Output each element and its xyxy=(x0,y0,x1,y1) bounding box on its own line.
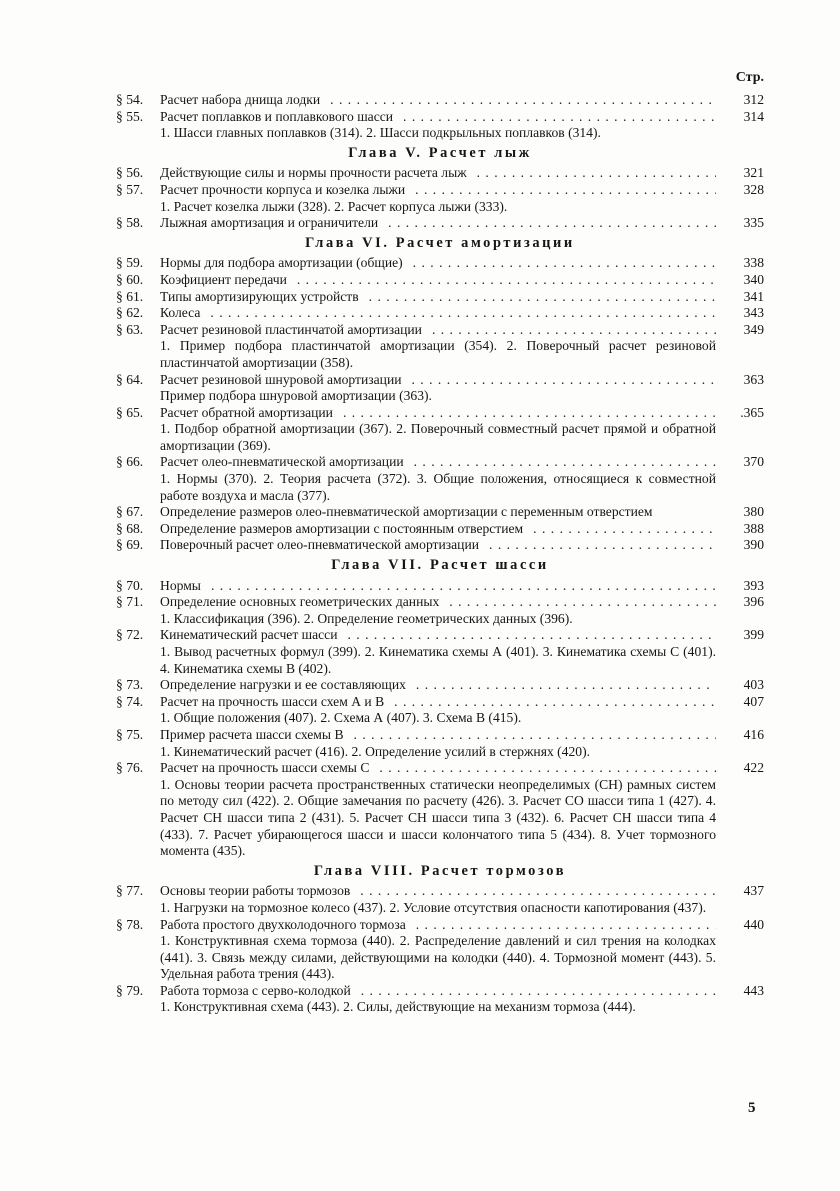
subsection-list: Пример подбора шнуровой амортизации (363). xyxy=(160,388,432,404)
section-title: Пример расчета шасси схемы В xyxy=(160,727,348,742)
section-page: 396 xyxy=(743,594,764,610)
subsection-list: 1. Вывод расчетных формул (399). 2. Кинематика схемы А (401). 3. Кинематика схемы С (401). 4. Кинематика схемы В (402). xyxy=(160,644,716,676)
toc-entry xyxy=(116,305,764,322)
section-page: 341 xyxy=(743,288,764,304)
toc-entry xyxy=(116,165,764,182)
toc-entry xyxy=(116,883,764,916)
section-title: Расчет прочности корпуса и козелка лыжи xyxy=(160,182,409,197)
section-title: Типы амортизирующих устройств xyxy=(160,289,363,304)
section-page: 437 xyxy=(743,883,764,899)
subsection-list: 1. Общие положения (407). 2. Схема А (407). 3. Схема В (415). xyxy=(160,710,522,726)
section-title: Расчет резиновой шнуровой амортизации xyxy=(160,372,406,387)
section-title-line xyxy=(160,537,716,554)
toc-entry xyxy=(116,109,764,142)
section-page: 443 xyxy=(743,982,764,998)
section-title-line xyxy=(160,372,716,389)
section-number: § 78. xyxy=(116,916,144,932)
toc-entry xyxy=(116,677,764,694)
section-page: 399 xyxy=(743,627,764,643)
section-title: Действующие силы и нормы прочности расчета лыж xyxy=(160,165,471,180)
section-title-line xyxy=(160,760,716,777)
section-number: § 77. xyxy=(116,883,144,899)
toc-entry xyxy=(116,255,764,272)
section-title-line xyxy=(160,272,716,289)
subsection-list: 1. Нагрузки на тормозное колесо (437). 2. Условие отсутствия опасности капотирования (437). xyxy=(160,899,707,915)
subsection-list: 1. Нормы (370). 2. Теория расчета (372). 3. Общие положения, относящиеся к совместной работе воздуха и масла (377). xyxy=(160,471,716,503)
toc-entry xyxy=(116,983,764,1016)
section-page: 338 xyxy=(743,255,764,271)
subsection-list: 1. Шасси главных поплавков (314). 2. Шасси подкрыльных поплавков (314). xyxy=(160,125,601,141)
section-number: § 71. xyxy=(116,594,144,610)
section-title-line xyxy=(160,322,716,339)
chapter-heading: Глава VI. Расчет амортизации xyxy=(305,234,575,251)
section-page: 393 xyxy=(743,577,764,593)
chapter-heading: Глава V. Расчет лыж xyxy=(348,144,532,161)
page-column-header: Стр. xyxy=(735,70,764,85)
section-number: § 65. xyxy=(116,404,144,420)
section-title: Расчет поплавков и поплавкового шасси xyxy=(160,109,397,124)
section-title-line xyxy=(160,917,716,934)
section-title-line xyxy=(160,677,716,694)
section-title-line xyxy=(160,627,716,644)
section-number: § 72. xyxy=(116,627,144,643)
section-title-line xyxy=(160,594,716,611)
toc-entry xyxy=(116,537,764,554)
section-title-line xyxy=(160,92,716,109)
section-page: 407 xyxy=(743,693,764,709)
section-number: § 63. xyxy=(116,321,144,337)
section-page: 343 xyxy=(743,305,764,321)
section-page: 328 xyxy=(743,181,764,197)
section-page: 312 xyxy=(743,92,764,107)
section-page: 363 xyxy=(743,371,764,387)
subsection-list: 1. Пример подбора пластинчатой амортизации (354). 2. Поверочный расчет резиновой пластинчатой амортизации (358). xyxy=(160,338,716,370)
page-number: 5 xyxy=(748,1100,756,1116)
subsection-list: 1. Расчет козелка лыжи (328). 2. Расчет корпуса лыжи (333). xyxy=(160,198,508,214)
section-title: Кинематический расчет шасси xyxy=(160,627,342,642)
section-title-line xyxy=(160,215,716,232)
section-number: § 62. xyxy=(116,305,144,321)
section-number: § 57. xyxy=(116,181,144,197)
toc-entry xyxy=(116,215,764,232)
section-title: Нормы для подбора амортизации (общие) xyxy=(160,255,407,270)
section-title: Расчет набора днища лодки xyxy=(160,92,324,107)
section-page: 416 xyxy=(743,726,764,742)
subsection-list: 1. Кинематический расчет (416). 2. Определение усилий в стержнях (420). xyxy=(160,743,590,759)
section-title-line xyxy=(160,504,716,521)
section-number: § 70. xyxy=(116,577,144,593)
section-number: § 73. xyxy=(116,677,144,693)
section-number: § 74. xyxy=(116,693,144,709)
section-page: 349 xyxy=(743,321,764,337)
toc-entry xyxy=(116,760,764,860)
section-title-line xyxy=(160,521,716,538)
section-title-line xyxy=(160,289,716,306)
section-title-line xyxy=(160,883,716,900)
section-title: Поверочный расчет олео-пневматической амортизации xyxy=(160,537,483,552)
section-number: § 60. xyxy=(116,271,144,287)
toc-entry xyxy=(116,272,764,289)
chapter-heading: Глава VIII. Расчет тормозов xyxy=(313,862,567,879)
section-number: § 64. xyxy=(116,371,144,387)
section-title: Определение размеров амортизации с постоянным отверстием xyxy=(160,521,527,536)
section-title-line xyxy=(160,694,716,711)
subsection-list: 1. Конструктивная схема (443). 2. Силы, действующие на механизм тормоза (444). xyxy=(160,999,636,1015)
section-number: § 56. xyxy=(116,165,144,181)
section-title-line xyxy=(160,727,716,744)
section-number: § 66. xyxy=(116,454,144,470)
section-title-line xyxy=(160,405,716,422)
section-title-line xyxy=(160,983,716,1000)
section-page: 390 xyxy=(743,537,764,553)
toc-entry xyxy=(116,594,764,627)
section-page: 340 xyxy=(743,271,764,287)
section-page: 335 xyxy=(743,215,764,231)
toc-entry xyxy=(116,694,764,727)
subsection-list: 1. Конструктивная схема тормоза (440). 2. Распределение давлений и сил трения на колодках (441). 3. Связь между силами, действующими на колодки (440). 4. Тормозной момент (443). 5. Удельная работа трения (443). xyxy=(160,933,716,982)
section-number: § 54. xyxy=(116,92,144,107)
toc-entry xyxy=(116,727,764,760)
section-title: Определение нагрузки и ее составляющих xyxy=(160,677,410,692)
section-number: § 61. xyxy=(116,288,144,304)
section-title: Работа простого двухколодочного тормоза xyxy=(160,917,410,932)
section-number: § 67. xyxy=(116,504,144,520)
section-number: § 68. xyxy=(116,520,144,536)
section-page: 370 xyxy=(743,454,764,470)
toc-entry xyxy=(116,289,764,306)
toc-entry xyxy=(116,372,764,405)
subsection-list: 1. Основы теории расчета пространственных статически неопределимых (СН) рамных систем по методу сил (422). 2. Общие замечания по расчету (426). 3. Расчет СО шасси типа 1 (427). 4. Расчет СН шасси типа 2 (431). 5. Расчет СН шасси типа 3 (432). 6. Расчет СН шасси типа 4 (433). 7. Расчет убирающегося шасси и шасси колончатого типа 5 (434). 8. Учет тормозного момента (435). xyxy=(160,776,716,859)
section-page: 422 xyxy=(743,760,764,776)
section-number: § 69. xyxy=(116,537,144,553)
section-title-line xyxy=(160,255,716,272)
chapter-heading: Глава VII. Расчет шасси xyxy=(331,557,549,574)
toc-entry xyxy=(116,917,764,983)
section-number: § 58. xyxy=(116,215,144,231)
toc-entry xyxy=(116,504,764,521)
section-page: 380 xyxy=(743,504,764,520)
toc-entry xyxy=(116,92,764,109)
section-title: Работа тормоза с серво-колодкой xyxy=(160,983,355,998)
section-title: Расчет обратной амортизации xyxy=(160,405,337,420)
toc-list xyxy=(116,92,764,1016)
toc-entry xyxy=(116,627,764,677)
section-page: 440 xyxy=(743,916,764,932)
toc-column xyxy=(116,70,764,1016)
section-page: .365 xyxy=(740,404,764,420)
section-number: § 76. xyxy=(116,760,144,776)
section-title-line xyxy=(160,305,716,322)
toc-entry xyxy=(116,454,764,504)
section-title: Определение размеров олео-пневматической амортизации с переменным отверстием xyxy=(160,504,657,519)
section-title-line xyxy=(160,454,716,471)
section-title: Определение основных геометрических данных xyxy=(160,594,443,609)
section-title: Расчет олео-пневматической амортизации xyxy=(160,454,408,469)
section-number: § 59. xyxy=(116,255,144,271)
section-number: § 79. xyxy=(116,982,144,998)
section-title: Лыжная амортизация и ограничители xyxy=(160,215,382,230)
section-title: Расчет на прочность шасси схемы С xyxy=(160,760,373,775)
toc-entry xyxy=(116,322,764,372)
toc-entry xyxy=(116,521,764,538)
section-page: 321 xyxy=(743,165,764,181)
toc-entry xyxy=(116,182,764,215)
section-page: 403 xyxy=(743,677,764,693)
section-number: § 55. xyxy=(116,108,144,124)
section-title-line xyxy=(160,182,716,199)
section-title: Коэфициент передачи xyxy=(160,272,291,287)
toc-entry xyxy=(116,405,764,455)
section-title-line xyxy=(160,109,716,126)
section-page: 314 xyxy=(743,108,764,124)
section-number: § 75. xyxy=(116,726,144,742)
toc-entry xyxy=(116,578,764,595)
subsection-list: 1. Классификация (396). 2. Определение геометрических данных (396). xyxy=(160,610,573,626)
section-title: Нормы xyxy=(160,578,205,593)
section-page: 388 xyxy=(743,520,764,536)
subsection-list: 1. Подбор обратной амортизации (367). 2. Поверочный совместный расчет прямой и обратной амортизации (369). xyxy=(160,421,716,453)
section-title: Расчет резиновой пластинчатой амортизации xyxy=(160,322,426,337)
section-title: Расчет на прочность шасси схем А и В xyxy=(160,694,388,709)
section-title: Колеса xyxy=(160,305,204,320)
section-title: Основы теории работы тормозов xyxy=(160,883,354,898)
section-title-line xyxy=(160,578,716,595)
section-title-line xyxy=(160,165,716,182)
